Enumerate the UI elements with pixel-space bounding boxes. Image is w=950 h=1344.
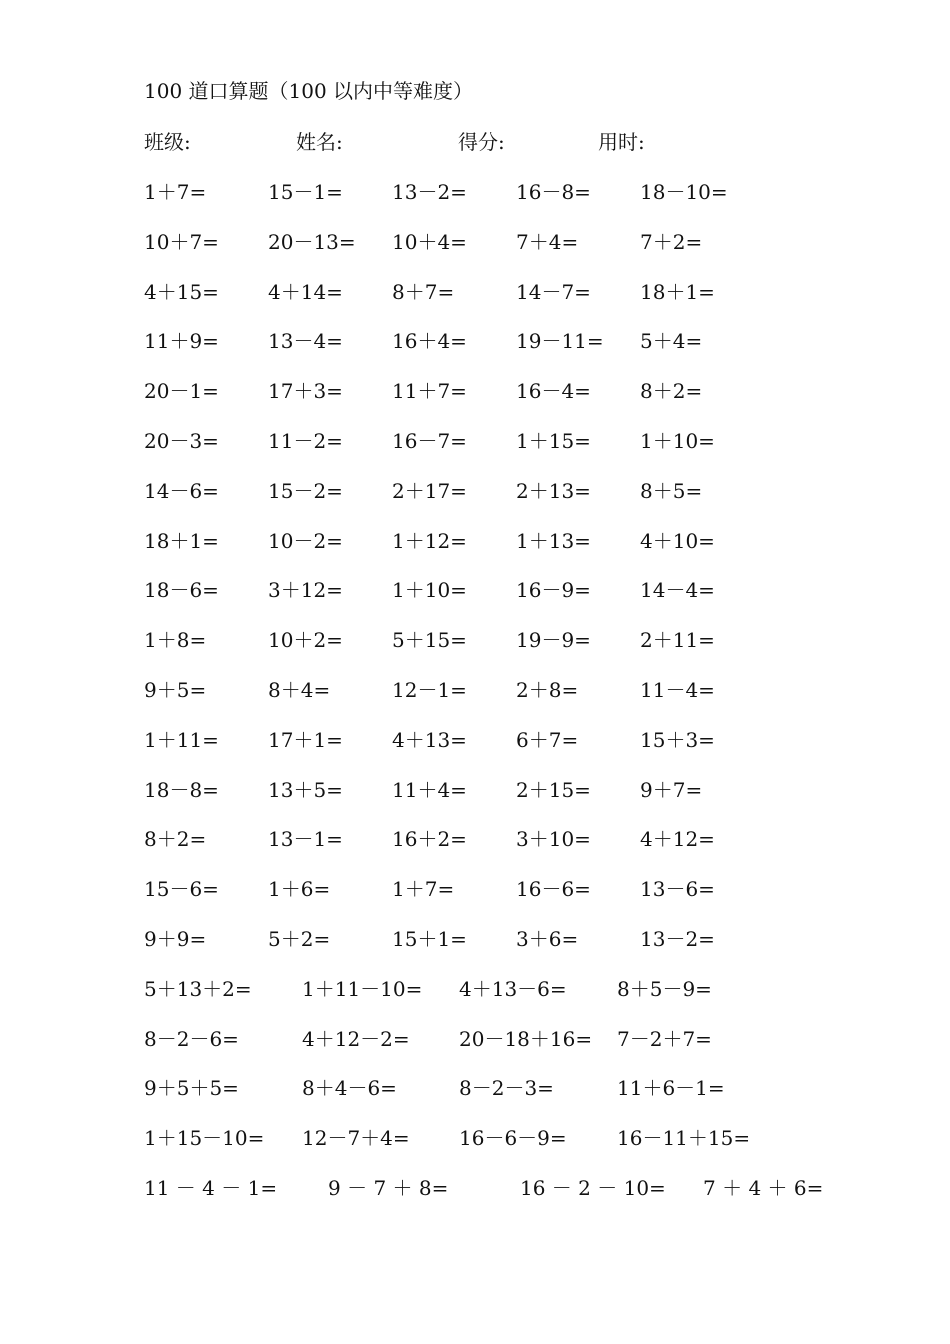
problem-item: 4＋12－2= <box>302 1026 410 1051</box>
name-label: 姓名: <box>296 130 343 154</box>
problem-item: 20－13= <box>268 229 356 254</box>
problem-item: 1＋11－10= <box>302 976 423 1001</box>
problem-item: 17＋1= <box>268 727 343 752</box>
problem-item: 18＋1= <box>640 279 715 304</box>
problem-item: 8＋2= <box>640 379 703 404</box>
problem-row <box>0 874 950 904</box>
problem-item: 8＋5= <box>640 478 703 503</box>
problem-item: 10＋7= <box>144 229 219 254</box>
problem-item: 16＋2= <box>392 827 467 852</box>
problem-item: 7－2＋7= <box>617 1026 712 1051</box>
problem-item: 16－7= <box>392 429 467 453</box>
problem-item: 15－1= <box>268 180 343 204</box>
problem-row <box>0 924 950 954</box>
problem-row <box>0 575 950 605</box>
problem-item: 16－8= <box>516 180 591 204</box>
problem-item: 9＋5＋5= <box>144 1076 239 1101</box>
problem-item: 5＋4= <box>640 329 703 354</box>
student-info-row <box>0 128 950 156</box>
problem-item: 4＋14= <box>268 279 343 304</box>
problem-item: 18－8= <box>144 777 219 802</box>
problem-item: 1＋8= <box>144 628 207 653</box>
problem-item: 13－2= <box>392 180 467 204</box>
problem-item: 16－4= <box>516 379 591 404</box>
problem-item: 8－2－3= <box>459 1076 554 1101</box>
problem-item: 11 － 4 － 1= <box>144 1176 278 1200</box>
problem-item: 15＋1= <box>392 927 467 951</box>
problem-item: 11＋4= <box>392 777 467 802</box>
problem-item: 2＋15= <box>516 777 591 802</box>
problem-row <box>0 376 950 406</box>
problem-item: 8＋2= <box>144 827 207 852</box>
problem-item: 5＋2= <box>268 927 331 951</box>
problem-item: 16＋4= <box>392 329 467 354</box>
problem-item: 11－4= <box>640 678 715 702</box>
problem-item: 8＋7= <box>392 279 455 304</box>
problem-item: 18－10= <box>640 180 728 204</box>
problem-item: 16－11＋15= <box>617 1126 751 1151</box>
problem-item: 9＋7= <box>640 777 703 802</box>
problem-item: 13－1= <box>268 827 343 852</box>
problem-row <box>0 326 950 356</box>
problem-row <box>0 526 950 556</box>
problem-item: 20－3= <box>144 429 219 453</box>
problem-item: 9 － 7 ＋ 8= <box>328 1176 449 1200</box>
problem-item: 9＋5= <box>144 678 207 702</box>
problem-item: 10＋4= <box>392 229 467 254</box>
problem-item: 14－6= <box>144 478 219 503</box>
problem-item: 6＋7= <box>516 727 579 752</box>
problem-item: 8＋5－9= <box>617 976 712 1001</box>
problem-row <box>0 1123 950 1153</box>
problem-item: 11＋7= <box>392 379 467 404</box>
problem-row <box>0 725 950 755</box>
problem-item: 19－9= <box>516 628 591 653</box>
problem-row <box>0 1173 950 1203</box>
problem-item: 4＋12= <box>640 827 715 852</box>
problem-item: 10＋2= <box>268 628 343 653</box>
problem-item: 1＋12= <box>392 528 467 553</box>
problem-item: 7 ＋ 4 ＋ 6= <box>703 1176 824 1200</box>
worksheet-title: 100 道口算题（100 以内中等难度） <box>144 79 474 103</box>
problem-item: 4＋13= <box>392 727 467 752</box>
problem-item: 8－2－6= <box>144 1026 239 1051</box>
time-label: 用时: <box>598 130 645 154</box>
problem-item: 14－7= <box>516 279 591 304</box>
problem-item: 11＋6－1= <box>617 1076 725 1101</box>
problem-item: 3＋12= <box>268 578 343 603</box>
problem-item: 11＋9= <box>144 329 219 354</box>
problem-row <box>0 974 950 1004</box>
problem-item: 11－2= <box>268 429 343 453</box>
problem-item: 16 － 2 － 10= <box>520 1176 666 1200</box>
problem-item: 4＋15= <box>144 279 219 304</box>
problem-item: 13－4= <box>268 329 343 354</box>
problem-item: 7＋4= <box>516 229 579 254</box>
problem-item: 15＋3= <box>640 727 715 752</box>
problem-item: 9＋9= <box>144 927 207 951</box>
problem-item: 5＋15= <box>392 628 467 653</box>
problem-item: 7＋2= <box>640 229 703 254</box>
problem-item: 10－2= <box>268 528 343 553</box>
problem-item: 2＋8= <box>516 678 579 702</box>
problem-item: 1＋13= <box>516 528 591 553</box>
problem-item: 16－6－9= <box>459 1126 567 1151</box>
problem-row <box>0 1073 950 1103</box>
problem-item: 17＋3= <box>268 379 343 404</box>
problem-item: 1＋10= <box>392 578 467 603</box>
problem-item: 20－18＋16= <box>459 1026 593 1051</box>
problem-item: 14－4= <box>640 578 715 603</box>
problem-row <box>0 177 950 207</box>
problem-item: 8＋4－6= <box>302 1076 397 1101</box>
problem-row <box>0 775 950 805</box>
problem-item: 15－6= <box>144 877 219 902</box>
problem-item: 3＋10= <box>516 827 591 852</box>
problem-item: 1＋7= <box>392 877 455 902</box>
problem-row <box>0 1024 950 1054</box>
problem-item: 1＋15－10= <box>144 1126 265 1151</box>
problem-item: 12－7＋4= <box>302 1126 410 1151</box>
problem-item: 1＋11= <box>144 727 219 752</box>
problem-item: 19－11= <box>516 329 604 354</box>
problem-item: 20－1= <box>144 379 219 404</box>
problem-item: 1＋10= <box>640 429 715 453</box>
problem-item: 2＋13= <box>516 478 591 503</box>
problem-item: 1＋15= <box>516 429 591 453</box>
problem-row <box>0 227 950 257</box>
problem-item: 4＋10= <box>640 528 715 553</box>
problem-row <box>0 426 950 456</box>
problem-item: 13－6= <box>640 877 715 902</box>
problem-item: 1＋7= <box>144 180 207 204</box>
problem-item: 1＋6= <box>268 877 331 902</box>
problem-item: 4＋13－6= <box>459 976 567 1001</box>
problem-item: 2＋17= <box>392 478 467 503</box>
problem-row <box>0 277 950 307</box>
problem-row <box>0 476 950 506</box>
problem-item: 12－1= <box>392 678 467 702</box>
problem-item: 8＋4= <box>268 678 331 702</box>
problem-item: 13－2= <box>640 927 715 951</box>
problem-row <box>0 675 950 705</box>
problem-item: 5＋13＋2= <box>144 976 252 1001</box>
problem-row <box>0 625 950 655</box>
problem-item: 18－6= <box>144 578 219 603</box>
score-label: 得分: <box>458 130 505 154</box>
problem-row <box>0 824 950 854</box>
problem-item: 3＋6= <box>516 927 579 951</box>
problem-item: 13＋5= <box>268 777 343 802</box>
problem-item: 2＋11= <box>640 628 715 653</box>
problem-item: 15－2= <box>268 478 343 503</box>
problem-item: 16－6= <box>516 877 591 902</box>
problem-item: 18＋1= <box>144 528 219 553</box>
problem-item: 16－9= <box>516 578 591 603</box>
class-label: 班级: <box>144 130 191 154</box>
